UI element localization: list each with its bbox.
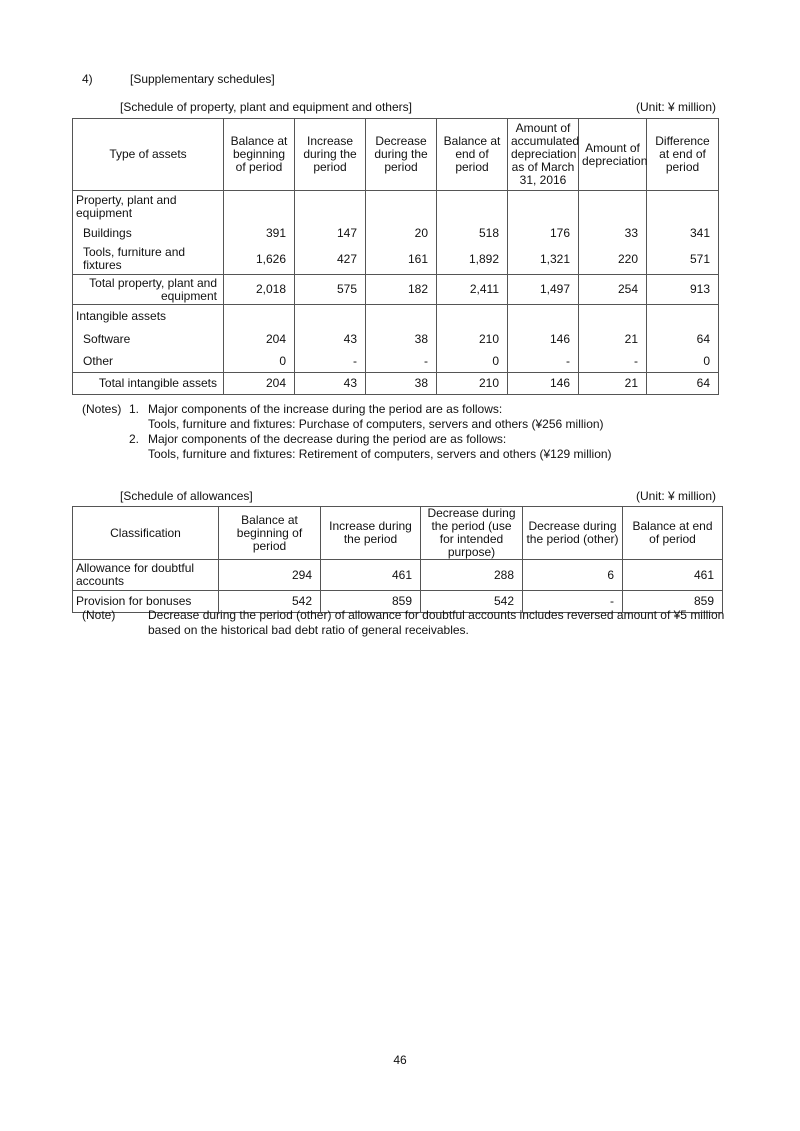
ppe-group-label: Property, plant and equipment xyxy=(73,191,224,223)
section-title: [Supplementary schedules] xyxy=(130,72,275,86)
cell: 146 xyxy=(508,329,579,351)
ppe-header-accum: Amount of accumulated depreciation as of March 31, 2016 xyxy=(508,119,579,191)
cell: 1,497 xyxy=(508,275,579,305)
ppe-group-row xyxy=(73,305,719,329)
cell: 33 xyxy=(579,223,647,245)
cell: 20 xyxy=(366,223,437,245)
cell: 427 xyxy=(295,245,366,275)
cell: - xyxy=(295,351,366,373)
allow-header-end: Balance at end of period xyxy=(623,507,723,560)
table-row xyxy=(73,245,719,275)
cell: - xyxy=(508,351,579,373)
cell: 571 xyxy=(647,245,719,275)
cell: 254 xyxy=(579,275,647,305)
cell: 341 xyxy=(647,223,719,245)
cell: 146 xyxy=(508,373,579,395)
allow-note-line-2: based on the historical bad debt ratio of general receivables. xyxy=(148,623,469,637)
row-label: Provision for bonuses xyxy=(73,591,219,613)
ppe-header-row xyxy=(73,119,719,191)
row-label: Allowance for doubtful accounts xyxy=(73,560,219,591)
cell: 64 xyxy=(647,373,719,395)
table-row-total xyxy=(73,275,719,305)
allow-unit: (Unit: ¥ million) xyxy=(635,489,716,503)
cell: 176 xyxy=(508,223,579,245)
cell: 161 xyxy=(366,245,437,275)
ppe-header-begin: Balance at beginning of period xyxy=(224,119,295,191)
ppe-note-2-line-1: Major components of the decrease during the period are as follows: xyxy=(148,432,507,446)
cell: 461 xyxy=(623,560,723,591)
cell: 542 xyxy=(421,591,523,613)
cell: 391 xyxy=(224,223,295,245)
ppe-header-increase: Increase during the period xyxy=(295,119,366,191)
cell: 210 xyxy=(437,329,508,351)
cell: 288 xyxy=(421,560,523,591)
cell: 2,018 xyxy=(224,275,295,305)
allow-header-decrease-use: Decrease during the period (use for intended purpose) xyxy=(421,507,523,560)
cell: 461 xyxy=(321,560,421,591)
ppe-header-depr: Amount of depreciation xyxy=(579,119,647,191)
cell: 204 xyxy=(224,329,295,351)
ppe-group-row xyxy=(73,191,719,223)
cell: 575 xyxy=(295,275,366,305)
cell: 542 xyxy=(219,591,321,613)
cell: 147 xyxy=(295,223,366,245)
cell: - xyxy=(523,591,623,613)
section-number: 4) xyxy=(82,72,93,86)
ppe-unit: (Unit: ¥ million) xyxy=(635,100,716,114)
cell: 0 xyxy=(224,351,295,373)
ppe-note-1-num: 1. xyxy=(129,402,140,416)
allow-note-label: (Note) xyxy=(82,608,116,622)
ppe-note-1-line-1: Major components of the increase during the period are as follows: xyxy=(148,402,503,416)
ppe-note-2-line-2: Tools, furniture and fixtures: Retirement of computers, servers and others (¥129 million) xyxy=(148,447,612,461)
allow-header-row xyxy=(73,507,723,560)
ppe-note-1-line-2: Tools, furniture and fixtures: Purchase of computers, servers and others (¥256 million) xyxy=(148,417,604,431)
table-row xyxy=(73,223,719,245)
table-row xyxy=(73,329,719,351)
cell: 0 xyxy=(647,351,719,373)
cell: 38 xyxy=(366,329,437,351)
row-label: Buildings xyxy=(73,223,224,245)
allow-note-line-1: Decrease during the period (other) of allowance for doubtful accounts includes reversed amount of ¥5 million xyxy=(148,608,725,622)
row-label: Software xyxy=(73,329,224,351)
page-number: 46 xyxy=(393,1053,407,1067)
cell: 1,892 xyxy=(437,245,508,275)
ppe-group-label: Intangible assets xyxy=(73,305,224,329)
allowance-table xyxy=(72,506,723,613)
cell: - xyxy=(579,351,647,373)
cell: 859 xyxy=(321,591,421,613)
row-label: Other xyxy=(73,351,224,373)
cell: 6 xyxy=(523,560,623,591)
row-label: Total property, plant and equipment xyxy=(73,275,224,305)
table-row xyxy=(73,560,723,591)
cell: 182 xyxy=(366,275,437,305)
allow-caption: [Schedule of allowances] xyxy=(120,489,253,503)
cell: 38 xyxy=(366,373,437,395)
cell: 21 xyxy=(579,329,647,351)
cell: 220 xyxy=(579,245,647,275)
cell: 210 xyxy=(437,373,508,395)
cell: - xyxy=(366,351,437,373)
allow-header-begin: Balance at beginning of period xyxy=(219,507,321,560)
cell: 859 xyxy=(623,591,723,613)
cell: 204 xyxy=(224,373,295,395)
cell: 21 xyxy=(579,373,647,395)
cell: 1,626 xyxy=(224,245,295,275)
allow-header-class: Classification xyxy=(73,507,219,560)
cell: 294 xyxy=(219,560,321,591)
allow-header-increase: Increase during the period xyxy=(321,507,421,560)
ppe-notes-label: (Notes) xyxy=(82,402,122,416)
table-row xyxy=(73,351,719,373)
cell: 518 xyxy=(437,223,508,245)
ppe-table xyxy=(72,118,719,395)
ppe-header-decrease: Decrease during the period xyxy=(366,119,437,191)
cell: 64 xyxy=(647,329,719,351)
cell: 0 xyxy=(437,351,508,373)
row-label: Total intangible assets xyxy=(73,373,224,395)
cell: 2,411 xyxy=(437,275,508,305)
ppe-caption: [Schedule of property, plant and equipment and others] xyxy=(120,100,412,114)
cell: 43 xyxy=(295,329,366,351)
allow-header-decrease-other: Decrease during the period (other) xyxy=(523,507,623,560)
ppe-header-diff: Difference at end of period xyxy=(647,119,719,191)
ppe-header-end: Balance at end of period xyxy=(437,119,508,191)
ppe-note-2-num: 2. xyxy=(129,432,140,446)
ppe-header-type: Type of assets xyxy=(73,119,224,191)
cell: 913 xyxy=(647,275,719,305)
row-label: Tools, furniture and fixtures xyxy=(73,245,224,275)
cell: 1,321 xyxy=(508,245,579,275)
cell: 43 xyxy=(295,373,366,395)
table-row-total xyxy=(73,373,719,395)
